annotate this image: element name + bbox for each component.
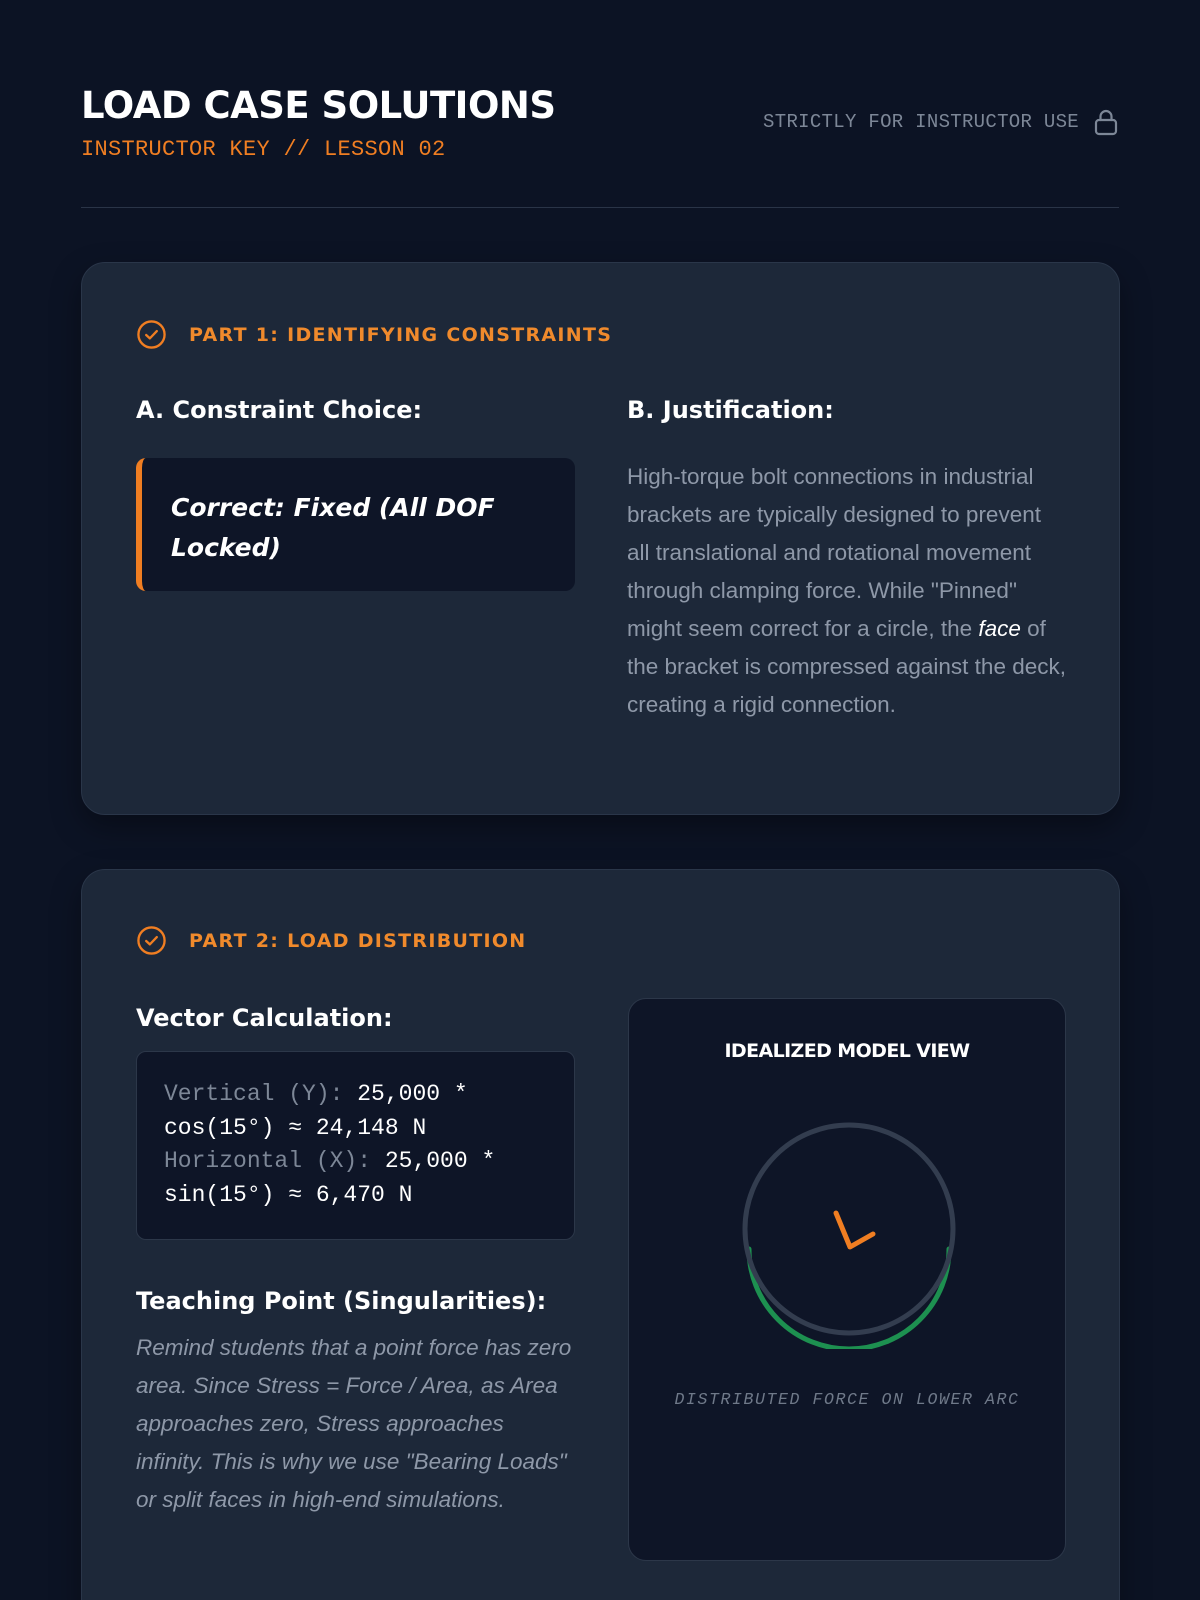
vertical-value: 25,000 * cos(15°) ≈ 24,148 N bbox=[164, 1081, 482, 1141]
part-1-header bbox=[136, 319, 612, 350]
constraint-answer: Correct: Fixed (All DOF Locked) bbox=[171, 493, 495, 562]
bolt-hole-circle bbox=[745, 1125, 953, 1333]
justification-text-end: of the bracket is compressed against the deck, creating a rigid connection. bbox=[627, 616, 1066, 717]
check-circle-icon bbox=[136, 925, 167, 956]
part-2-title: PART 2: LOAD DISTRIBUTION bbox=[189, 929, 527, 952]
justification-text bbox=[627, 458, 1067, 724]
horizontal-label: Horizontal (X): bbox=[164, 1148, 372, 1174]
vector-calculation-box bbox=[136, 1051, 575, 1240]
model-view-caption: DISTRIBUTED FORCE ON LOWER ARC bbox=[674, 1390, 1020, 1409]
model-view-panel bbox=[628, 998, 1066, 1561]
force-arrow-icon bbox=[836, 1213, 873, 1247]
page-title: LOAD CASE SOLUTIONS bbox=[81, 84, 556, 127]
part-1-card bbox=[81, 262, 1120, 815]
horizontal-calculation bbox=[164, 1145, 548, 1212]
justification-heading: B. Justification: bbox=[627, 396, 834, 424]
justification-text-start: High-torque bolt connections in industrial brackets are typically designed to prevent all translational and rotational movement through clamping force. While "Pinned" might seem correct for a circle, the bbox=[627, 464, 1041, 641]
restricted-label: STRICTLY FOR INSTRUCTOR USE bbox=[763, 111, 1079, 133]
teaching-point-heading: Teaching Point (Singularities): bbox=[136, 1287, 547, 1315]
constraint-answer-box bbox=[136, 458, 575, 591]
restricted-notice bbox=[763, 108, 1119, 136]
vector-calculation-heading: Vector Calculation: bbox=[136, 1004, 393, 1032]
part-2-card bbox=[81, 869, 1120, 1600]
teaching-point-text: Remind students that a point force has zero area. Since Stress = Force / Area, as Area approaches zero, Stress approaches infinity. This is why we use "Bearing Loads" or split faces in high-end simulations. bbox=[136, 1335, 572, 1512]
vertical-calculation bbox=[164, 1078, 548, 1145]
check-circle-icon bbox=[136, 319, 167, 350]
vertical-label: Vertical (Y): bbox=[164, 1081, 344, 1107]
page-subtitle: INSTRUCTOR KEY // LESSON 02 bbox=[81, 137, 446, 162]
part-1-title: PART 1: IDENTIFYING CONSTRAINTS bbox=[189, 323, 613, 346]
model-view-title: IDEALIZED MODEL VIEW bbox=[724, 1040, 970, 1062]
constraint-choice-heading: A. Constraint Choice: bbox=[136, 396, 423, 424]
lock-icon bbox=[1093, 108, 1119, 136]
model-diagram bbox=[729, 1109, 969, 1349]
justification-emphasis: face bbox=[978, 616, 1021, 641]
horizontal-value: 25,000 * sin(15°) ≈ 6,470 N bbox=[164, 1148, 510, 1208]
page-header bbox=[81, 0, 1119, 208]
part-2-header bbox=[136, 925, 527, 956]
